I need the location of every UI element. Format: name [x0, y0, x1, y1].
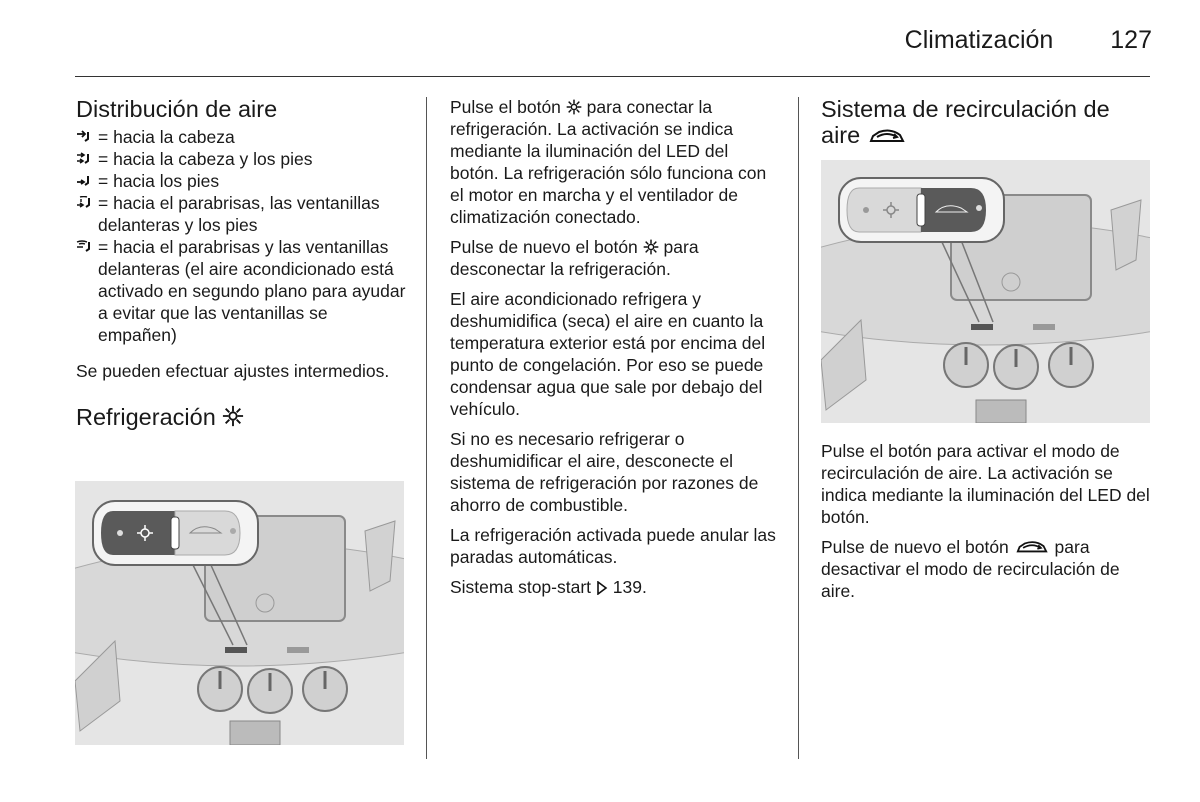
heading-cooling: Refrigeración [76, 404, 406, 430]
column-divider-1 [426, 97, 427, 759]
arrow-right-icon [596, 581, 608, 595]
airflow-head-feet-icon [76, 148, 98, 170]
intermediate-settings-text: Se pueden efectuar ajustes intermedios. [76, 361, 390, 381]
column-3-text [821, 440, 1151, 610]
snowflake-icon [643, 239, 659, 255]
heading-air-recirculation: Sistema de recirculación de aire [821, 96, 1110, 148]
ac-button-illustration [75, 481, 404, 745]
paragraph: El aire acondicionado refrigera y deshumidifica (seca) el aire en cuanto la temperatura exterior está por encima del punto de congelación. Por eso se puede condensar agua que sale por debajo del vehículo. [450, 289, 766, 419]
paragraph: Si no es necesario refrigerar o deshumidificar el aire, desconecte el sistema de refrigeración por razones de ahorro de combustible. [450, 429, 759, 515]
paragraph: Pulse de nuevo el botón para desconectar la refrigeración. [450, 237, 699, 279]
column-3 [821, 96, 1151, 154]
page-number: 127 [1110, 26, 1152, 54]
section-title: Climatización [904, 26, 1054, 54]
list-item: = hacia los pies [76, 170, 406, 192]
list-item: = hacia el parabrisas y las ventanillas delanteras (el aire acondicionado está activado en segundo plano para ayudar a evitar que las ventanillas se empañen) [76, 236, 406, 346]
heading-air-distribution: Distribución de aire [76, 96, 278, 122]
list-item: = hacia el parabrisas, las ventanillas delanteras y los pies [76, 192, 406, 236]
list-item: = hacia la cabeza [76, 126, 406, 148]
snowflake-icon [222, 405, 244, 427]
airflow-feet-icon [76, 170, 98, 192]
airflow-head-icon [76, 126, 98, 148]
page-header [905, 26, 1152, 55]
airflow-windscreen-feet-icon [76, 192, 98, 236]
paragraph: Pulse de nuevo el botón para desactivar el modo de recirculación de aire. [821, 537, 1120, 601]
column-2 [450, 96, 777, 606]
recirculation-button-illustration [821, 160, 1150, 423]
recirculation-icon [1014, 539, 1050, 555]
airflow-windscreen-icon [76, 236, 98, 346]
header-rule [75, 76, 1150, 77]
paragraph: Pulse el botón para conectar la refrigeración. La activación se indica mediante la iluminación del LED del botón. La refrigeración sólo funciona con el motor en marcha y el ventilador de climatización conectado. [450, 97, 767, 227]
paragraph: Pulse el botón para activar el modo de recirculación de aire. La activación se indica mediante la iluminación del LED del botón. [821, 441, 1150, 527]
paragraph: La refrigeración activada puede anular las paradas automáticas. [450, 525, 776, 567]
list-item: = hacia la cabeza y los pies [76, 148, 406, 170]
column-1 [76, 96, 406, 436]
recirculation-icon [867, 127, 907, 145]
snowflake-icon [566, 99, 582, 115]
column-divider-2 [798, 97, 799, 759]
cross-reference[interactable]: Sistema stop-start 139. [450, 577, 647, 597]
